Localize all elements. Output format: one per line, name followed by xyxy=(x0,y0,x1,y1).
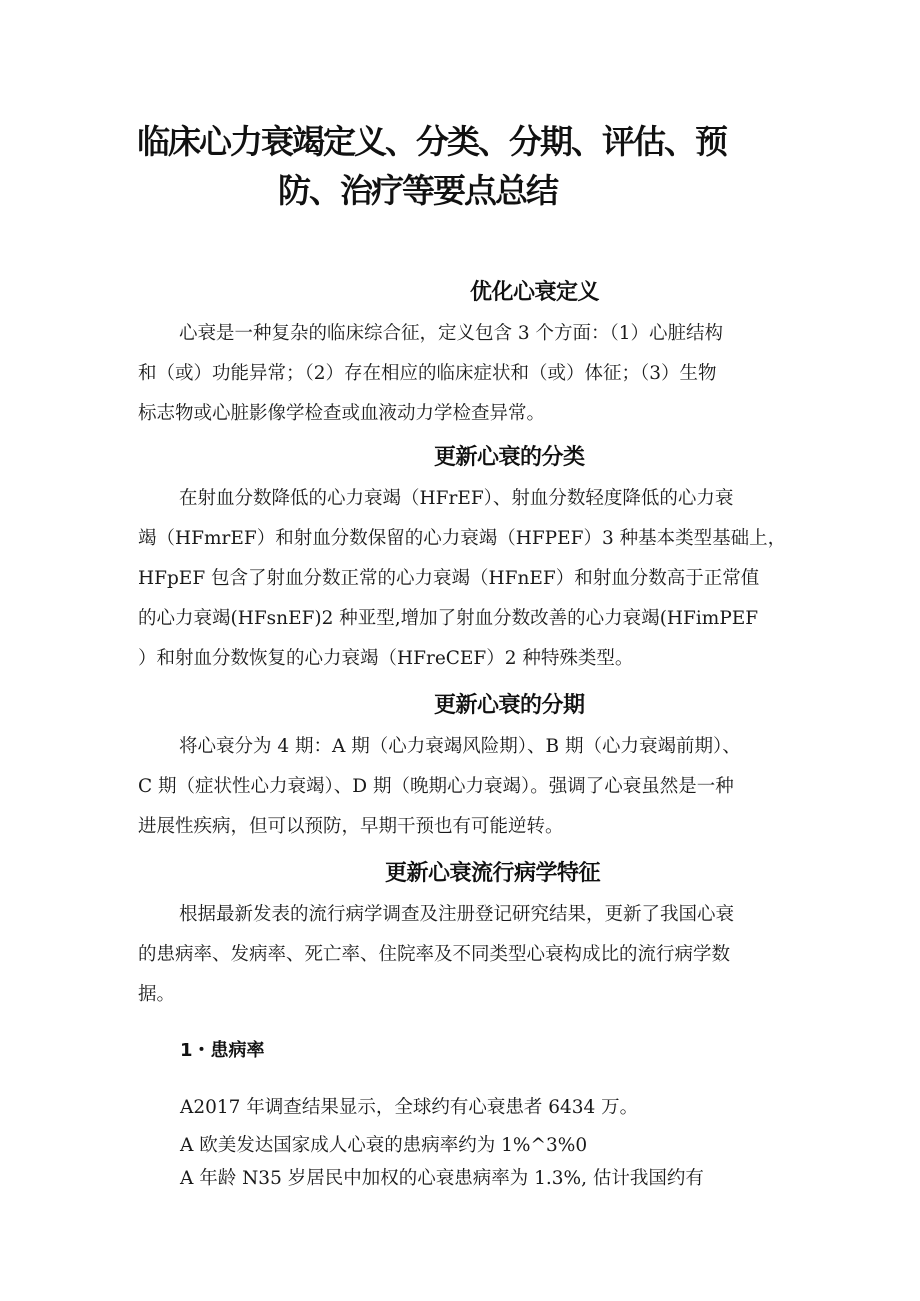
document-title-line-2: 防、治疗等要点总结 xyxy=(278,171,557,210)
section-heading-epidemiology: 更新心衰流行病学特征 xyxy=(385,861,601,886)
subsection-heading-prevalence: 1・患病率 xyxy=(180,1040,265,1061)
paragraph-line: 的心力衰竭(HFsnEF)2 种亚型,增加了射血分数改善的心力衰竭(HFimPEF xyxy=(138,608,759,629)
section-body-definition xyxy=(138,314,788,434)
paragraph-line: ）和射血分数恢复的心力衰竭（HFreCEF）2 种特殊类型。 xyxy=(138,648,634,669)
paragraph-line: 进展性疾病，但可以预防，早期干预也有可能逆转。 xyxy=(138,816,564,837)
bullet-item: A 年龄 N35 岁居民中加权的心衰患病率为 1.3%, 估计我国约有 xyxy=(180,1168,704,1189)
section-heading-definition: 优化心衰定义 xyxy=(470,280,600,305)
bullet-item: A2017 年调查结果显示，全球约有心衰患者 6434 万。 xyxy=(180,1097,639,1118)
section-body-classification xyxy=(138,479,788,679)
section-heading-classification: 更新心衰的分类 xyxy=(434,445,585,470)
paragraph-line: 标志物或心脏影像学检查或血液动力学检查异常。 xyxy=(138,403,546,424)
paragraph-line: 将心衰分为 4 期：A 期（心力衰竭风险期）、B 期（心力衰竭前期）、 xyxy=(179,736,741,757)
paragraph-line: 竭（HFmrEF）和射血分数保留的心力衰竭（HFPEF）3 种基本类型基础上， xyxy=(138,528,787,549)
section-body-epidemiology xyxy=(138,895,788,1015)
paragraph-line: C 期（症状性心力衰竭）、D 期（晚期心力衰竭）。强调了心衰虽然是一种 xyxy=(138,776,734,797)
section-body-staging xyxy=(138,727,788,847)
paragraph-line: HFpEF 包含了射血分数正常的心力衰竭（HFnEF）和射血分数高于正常值 xyxy=(138,568,760,589)
paragraph-line: 和（或）功能异常；（2）存在相应的临床症状和（或）体征；（3）生物 xyxy=(138,363,717,384)
document-title-line-1: 临床心力衰竭定义、分类、分期、评估、预 xyxy=(137,122,726,161)
bullet-item: A 欧美发达国家成人心衰的患病率约为 1%^3%0 xyxy=(180,1135,588,1156)
paragraph-line: 根据最新发表的流行病学调查及注册登记研究结果，更新了我国心衰 xyxy=(179,904,735,925)
paragraph-line: 心衰是一种复杂的临床综合征，定义包含 3 个方面：（1）心脏结构 xyxy=(179,323,724,344)
paragraph-line: 据。 xyxy=(138,984,176,1005)
section-heading-staging: 更新心衰的分期 xyxy=(434,693,585,718)
paragraph-line: 在射血分数降低的心力衰竭（HFrEF）、射血分数轻度降低的心力衰 xyxy=(179,488,734,509)
paragraph-line: 的患病率、发病率、死亡率、住院率及不同类型心衰构成比的流行病学数 xyxy=(138,944,731,965)
